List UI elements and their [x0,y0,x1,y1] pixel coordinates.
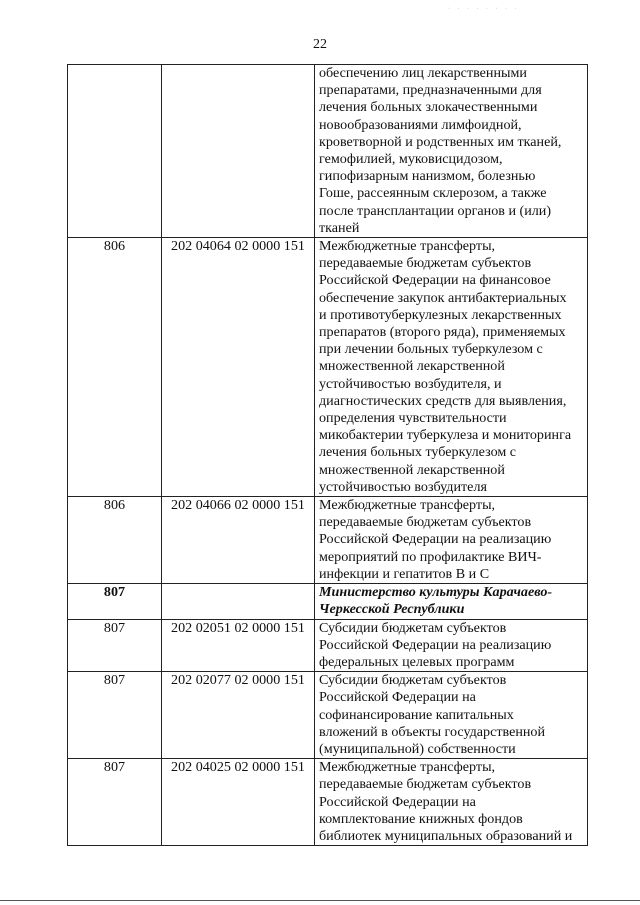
description-line: определения чувствительности [319,410,507,427]
description-line: Межбюджетные трансферты, [319,497,496,514]
description-line: диагностических средств для выявления, [319,392,567,409]
description-line: передаваемые бюджетам субъектов [319,514,532,531]
description-line: множественной лекарственной [319,461,505,478]
description-line: Российской Федерации на [319,793,476,810]
description-line: обеспечению лиц лекарственными [319,65,527,81]
description-line: обеспечение закупок антибактериальных [319,289,567,306]
description-line: Российской Федерации на реализацию [319,531,552,548]
description-line: и противотуберкулезных лекарственных [319,306,562,323]
description-line: устойчивостью возбудителя, и [319,375,502,392]
table-row [68,584,588,619]
table-body [68,65,588,846]
description-line: кроветворной и родственных им тканей, [319,133,562,150]
description-line: комплектование книжных фондов [319,810,523,827]
description-line: устойчивостью возбудителя [319,478,487,495]
budget-code-cell: 202 04066 02 0000 151 [162,497,315,584]
table-row [68,619,588,672]
budget-code-cell: 202 02077 02 0000 151 [162,672,315,759]
description-cell [315,497,588,584]
budget-codes-table [67,64,588,846]
page-number: 22 [313,37,327,52]
table-row [68,672,588,759]
description-line: (муниципальной) собственности [319,740,516,757]
description-line: препаратами, предназначенными для [319,82,542,99]
admin-code-cell: 807 [68,672,162,759]
description-line: федеральных целевых программ [319,653,515,670]
description-line: софинансирование капитальных [319,706,514,723]
admin-code-cell: 807 [68,584,162,619]
admin-code-cell: 807 [68,759,162,846]
budget-code-cell: 202 04025 02 0000 151 [162,759,315,846]
description-line: Субсидии бюджетам субъектов [319,672,507,689]
description-line: мероприятий по профилактике ВИЧ- [319,548,542,565]
description-line: библиотек муниципальных образований и [319,827,573,844]
description-line: новообразованиями лимфоидной, [319,116,522,133]
description-cell [315,759,588,846]
description-line: передаваемые бюджетам субъектов [319,776,532,793]
description-line: Субсидии бюджетам субъектов [319,619,507,636]
description-line: Межбюджетные трансферты, [319,238,496,255]
admin-code-cell [68,65,162,238]
description-line: при лечении больных туберкулезом с [319,341,543,358]
scan-noise: · · · · · · · · [448,6,520,12]
description-cell [315,619,588,672]
description-line: Российской Федерации на финансовое [319,272,551,289]
page-bottom-edge [0,900,640,901]
table-row [68,238,588,497]
description-cell [315,238,588,497]
table-row [68,759,588,846]
admin-code-cell: 807 [68,619,162,672]
description-line: Гоше, рассеянным склерозом, а также [319,185,547,202]
description-line: Министерство культуры Карачаево- [319,584,553,601]
description-line: после трансплантации органов и (или) [319,202,552,219]
description-line: лечения больных туберкулезом с [319,444,517,461]
description-line: Российской Федерации на реализацию [319,636,552,653]
description-line: лечения больных злокачественными [319,99,538,116]
description-line: Российской Федерации на [319,689,476,706]
description-line: гипофизарным нанизмом, болезнью [319,168,536,185]
budget-code-cell [162,584,315,619]
description-line: вложений в объекты государственной [319,723,546,740]
description-line: препаратов (второго ряда), применяемых [319,324,566,341]
table-row [68,65,588,238]
admin-code-cell: 806 [68,497,162,584]
description-line: гемофилией, муковисцидозом, [319,151,503,168]
admin-code-cell: 806 [68,238,162,497]
description-line: тканей [319,219,360,236]
description-cell [315,672,588,759]
description-line: инфекции и гепатитов В и С [319,565,490,582]
description-line: Черкесской Республики [319,601,465,618]
budget-code-cell: 202 02051 02 0000 151 [162,619,315,672]
description-line: множественной лекарственной [319,358,505,375]
description-line: передаваемые бюджетам субъектов [319,255,532,272]
table-row [68,497,588,584]
description-cell [315,65,588,238]
description-line: Межбюджетные трансферты, [319,759,496,776]
budget-code-cell [162,65,315,238]
description-cell [315,584,588,619]
budget-code-cell: 202 04064 02 0000 151 [162,238,315,497]
description-line: микобактерии туберкулеза и мониторинга [319,427,572,444]
